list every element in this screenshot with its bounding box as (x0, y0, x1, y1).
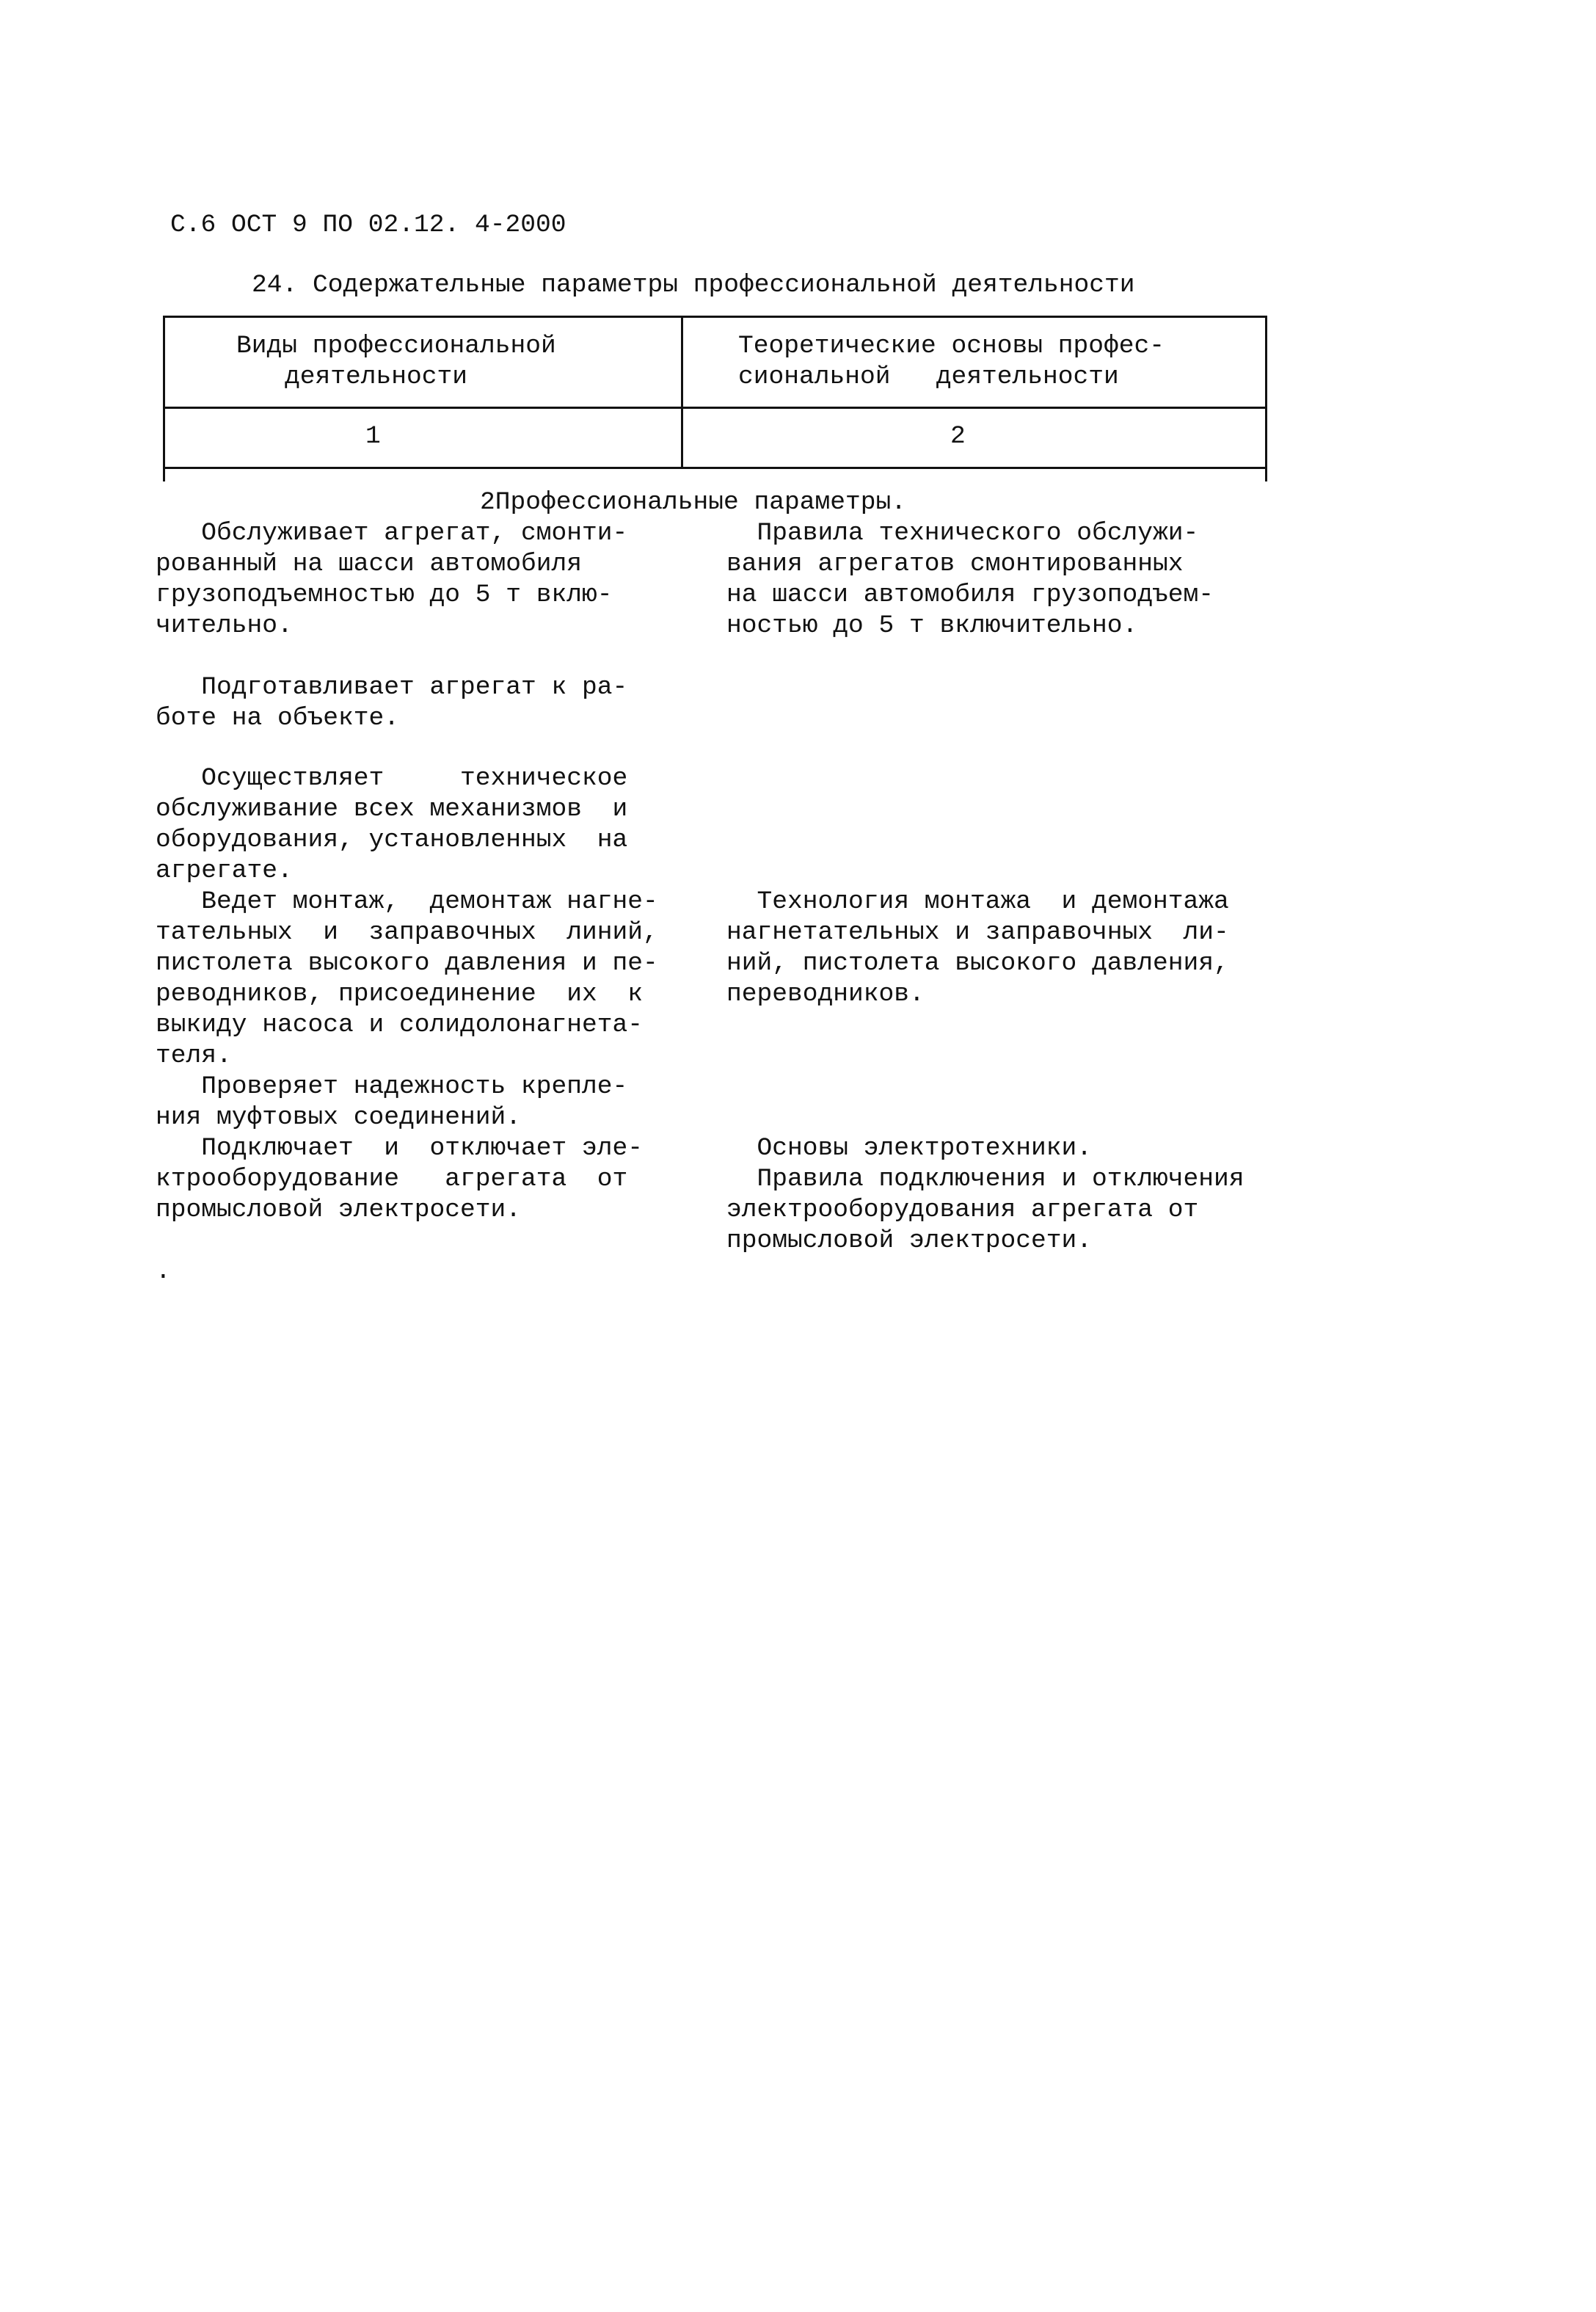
table-column-divider (681, 316, 683, 469)
right-line: на шасси автомобиля грузоподъем- (726, 581, 1214, 609)
left-line: Подключает и отключает эле- (156, 1134, 644, 1163)
left-line: оборудования, установленных на (156, 826, 628, 854)
right-line: промысловой электросети. (726, 1226, 1093, 1255)
col2-header-line2: сиональной деятельности (738, 363, 1119, 391)
col2-number: 2 (950, 422, 966, 451)
right-line: нагнетательных и заправочных ли- (726, 918, 1229, 947)
left-line: промысловой электросети. (156, 1196, 522, 1224)
right-line: Основы электротехники. (726, 1134, 1093, 1163)
right-line: Технология монтажа и демонтажа (726, 887, 1229, 916)
left-line: тательных и заправочных линий, (156, 918, 658, 947)
table-row-divider (163, 407, 1267, 409)
left-line: боте на объекте. (156, 704, 400, 733)
left-line: Подготавливает агрегат к ра- (156, 673, 628, 702)
left-line: теля. (156, 1042, 232, 1070)
left-line: ния муфтовых соединений. (156, 1103, 522, 1132)
parameters-table-header (163, 316, 1267, 481)
left-line: ктрооборудование агрегата от (156, 1165, 628, 1193)
col1-header-line2: деятельности (285, 363, 468, 391)
left-line: реводников, присоединение их к (156, 980, 644, 1008)
right-line: Правила подключения и отключения (726, 1165, 1245, 1193)
left-line: рованный на шасси автомобиля (156, 550, 583, 578)
left-line: грузоподъемностью до 5 т вклю- (156, 581, 613, 609)
col1-header-line1: Виды профессиональной (236, 332, 556, 360)
left-line: чительно. (156, 611, 293, 640)
page-reference: С.6 ОСТ 9 ПО 02.12. 4-2000 (170, 211, 566, 239)
right-line: переводников. (726, 980, 925, 1008)
left-line: выкиду насоса и солидолонагнета- (156, 1011, 644, 1039)
left-line: Проверяет надежность крепле- (156, 1072, 628, 1101)
right-line: электрооборудования агрегата от (726, 1196, 1199, 1224)
right-line: Правила технического обслужи- (726, 519, 1199, 548)
subheading: 2Профессиональные параметры. (480, 488, 907, 517)
col2-header-line1: Теоретические основы профес- (738, 332, 1165, 360)
left-line: Осуществляет техническое (156, 764, 628, 793)
right-line: ний, пистолета высокого давления, (726, 949, 1229, 978)
table-left-border (163, 316, 165, 481)
left-line: агрегате. (156, 857, 293, 885)
section-title: 24. Содержательные параметры профессиональной деятельности (252, 271, 1135, 299)
left-line: пистолета высокого давления и пе- (156, 949, 658, 978)
table-top-border (163, 316, 1267, 318)
left-line: Обслуживает агрегат, смонти- (156, 519, 628, 548)
right-line: вания агрегатов смонтированных (726, 550, 1184, 578)
table-bottom-border (163, 467, 1267, 469)
left-line: Ведет монтаж, демонтаж нагне- (156, 887, 658, 916)
col1-number: 1 (365, 422, 381, 451)
table-right-border (1265, 316, 1267, 481)
right-line: ностью до 5 т включительно. (726, 611, 1138, 640)
left-line: обслуживание всех механизмов и (156, 795, 628, 824)
trailing-dot: . (156, 1257, 171, 1286)
